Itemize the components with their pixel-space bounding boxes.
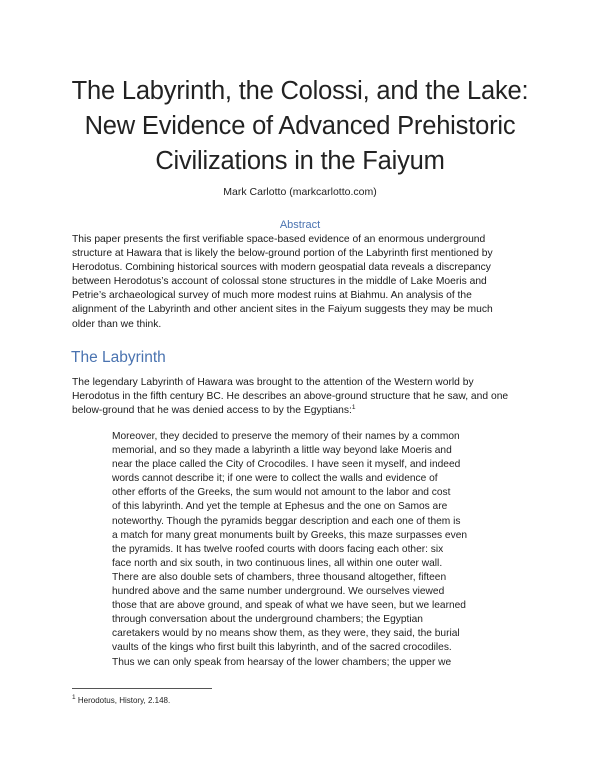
quote-line: those that are above ground, and speak of what we have seen, but we learned	[112, 600, 466, 612]
quote-line: vaults of the kings who first built this labyrinth, and of the sacred crocodiles.	[112, 642, 452, 654]
abstract-line: structure at Hawara that is likely the below-ground portion of the Labyrinth first mentioned by	[72, 248, 493, 260]
abstract-line: Herodotus. Combining historical sources with modern geospatial data reveals a discrepancy	[72, 262, 491, 274]
section-intro	[72, 376, 532, 418]
intro-line: The legendary Labyrinth of Hawara was brought to the attention of the Western world by	[72, 377, 474, 388]
quote-line: through conversation about the underground chambers; the Egyptian	[112, 614, 423, 626]
abstract-line: This paper presents the first verifiable space-based evidence of an enormous underground	[72, 234, 486, 245]
quote-line: Moreover, they decided to preserve the memory of their names by a common	[112, 431, 460, 442]
footnote-text: Herodotus, History, 2.148.	[75, 696, 171, 705]
quote-line: Thus we can only speak from hearsay of the lower chambers; the upper we	[112, 656, 452, 668]
quote-line: a match for many great monuments built by Greeks, this maze surpasses even	[112, 529, 468, 541]
footnote-marker: 1	[72, 694, 76, 701]
quote-line: words cannot describe it; if one were to collect the walls and evidence of	[112, 473, 438, 485]
quote-line: the pyramids. It has twelve roofed courts with doors facing each other: six	[112, 543, 444, 555]
intro-line	[72, 404, 532, 418]
abstract-body	[72, 233, 532, 332]
quote-line: other efforts of the Greeks, the sum would not amount to the labor and cost	[112, 487, 451, 499]
herodotus-quote	[112, 430, 532, 670]
quote-line: face north and six south, in two continuous lines, all within one outer wall.	[112, 557, 443, 569]
intro-line: Herodotus in the fifth century BC. He describes an above-ground structure that he saw, and one	[72, 391, 509, 403]
paper-title	[40, 74, 560, 179]
quote-line: near the place called the City of Crocodiles. I have seen it myself, and indeed	[112, 459, 461, 471]
abstract-heading: Abstract	[279, 219, 321, 231]
abstract-line: alignment of the Labyrinth and other ancient sites in the Faiyum suggests they may be much	[72, 304, 493, 316]
footnote-reference[interactable]: 1	[351, 404, 356, 412]
quote-line: There are also double sets of chambers, three thousand altogether, fifteen	[112, 571, 447, 583]
abstract-line: Petrie’s archaeological survey of much more modest ruins at Biahmu. An analysis of the	[72, 290, 472, 302]
quote-line: of this labyrinth. And yet the temple at Ephesus and the one on Samos are	[112, 501, 448, 513]
quote-line: memorial, and so they made a labyrinth a little way beyond lake Moeris and	[112, 445, 452, 457]
quote-line: caretakers would by no means show them, as they were, they said, the burial	[112, 628, 460, 640]
section-heading: The Labyrinth	[71, 349, 166, 366]
abstract-line: older than we think.	[72, 318, 162, 330]
intro-line-text: below-ground that he was denied access to by the Egyptians:	[72, 405, 352, 417]
footnote	[72, 696, 170, 705]
quote-line: hundred above and the same number underground. We ourselves viewed	[112, 586, 445, 598]
abstract-line: between Herodotus’s account of colossal stone structures in the middle of Lake Moeris and	[72, 276, 487, 288]
quote-line: noteworthy. Though the pyramids beggar description and each one of them is	[112, 515, 461, 527]
title-line: New Evidence of Advanced Prehistoric	[84, 112, 516, 140]
title-line: Civilizations in the Faiyum	[155, 147, 445, 175]
title-line: The Labyrinth, the Colossi, and the Lake:	[71, 77, 529, 105]
author-line: Mark Carlotto (markcarlotto.com)	[223, 186, 377, 198]
footnote-separator	[72, 688, 212, 689]
